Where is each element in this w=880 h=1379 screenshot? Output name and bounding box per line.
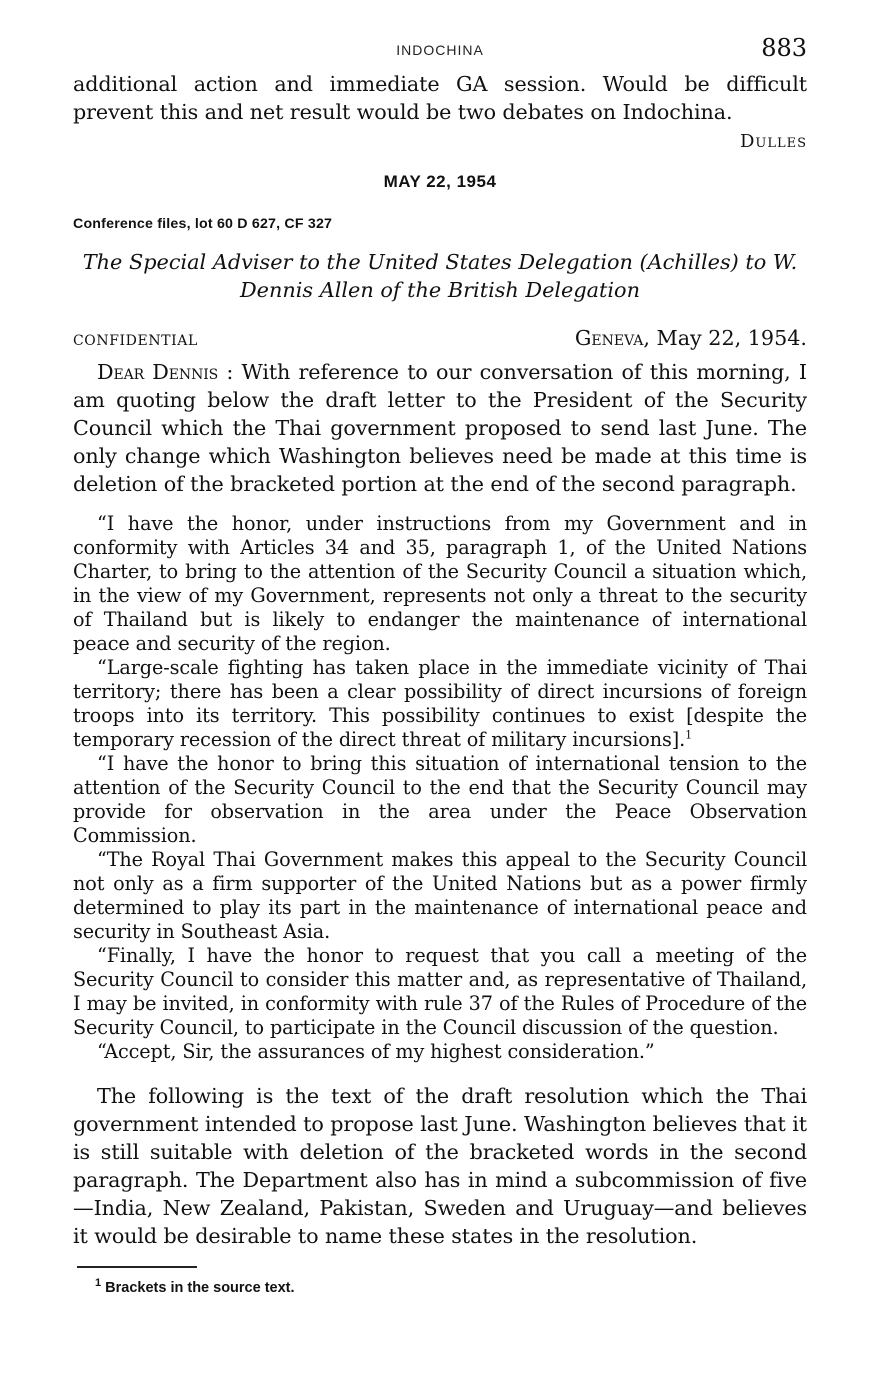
dateline-date: , May 22, 1954. [643, 326, 807, 350]
signature: Dulles [739, 131, 807, 152]
continuation-paragraph: additional action and immediate GA session. Would be difficult prevent this and net result would be two debates on Indochina. [73, 72, 807, 124]
running-header [73, 34, 807, 70]
quote-paragraph: “The Royal Thai Government makes this appeal to the Security Council not only as a firm supporter of the United Nations but as a power firmly determined to play its part in the maintenance of international peace and security in Southeast Asia. [73, 848, 807, 943]
quote-paragraph: “I have the honor, under instructions from my Government and in conformity with Articles 34 and 35, paragraph 1, of the United Nations Charter, to bring to the attention of the Security Council a situation which, in the view of my Government, represents not only a threat to the security of Thailand but is likely to endanger the maintenance of international peace and security of the region. [73, 512, 807, 655]
classification: CONFIDENTIAL [73, 333, 198, 349]
opening-text: : With reference to our conversation of this morning, I am quoting below the draft letter to the President of the Security Council which the Thai government proposed to send last June. The only change which Washington believes need be made at this time is deletion of the bracketed portion at the end of the second paragraph. [73, 360, 807, 496]
footnote-reference: 1 [685, 728, 693, 742]
document-title: The Special Adviser to the United States Delegation (Achilles) to W. Dennis Allen of the British Delegation [82, 250, 798, 302]
quote-paragraph: “Accept, Sir, the assurances of my highest consideration.” [97, 1040, 655, 1063]
date-heading: MAY 22, 1954 [383, 172, 497, 191]
source-note: Conference files, lot 60 D 627, CF 327 [73, 216, 333, 232]
quote-paragraph-text: “Large-scale fighting has taken place in the immediate vicinity of Thai territory; there has been a clear possibility of direct incursions of foreign troops into its territory. This possibility continues to exist [despite the temporary recession of the direct threat of military incursions]. [73, 656, 807, 751]
dateline [575, 326, 807, 350]
quote-paragraph: “I have the honor to bring this situation of international tension to the attention of the Security Council to the end that the Security Council may provide for observation in the area under the Peace Observation Commission. [73, 752, 807, 847]
quote-paragraph [73, 656, 807, 752]
footnote-marker: 1 [95, 1277, 102, 1290]
running-title: INDOCHINA [396, 42, 484, 58]
opening-paragraph [73, 358, 807, 498]
page-number: 883 [761, 34, 807, 62]
quote-paragraph: “Finally, I have the honor to request that you call a meeting of the Security Council to consider this matter and, as representative of Thailand, I may be invited, in conformity with rule 37 of the Rules of Procedure of the Security Council, to participate in the Council discussion of the question. [73, 944, 807, 1039]
meta-line [73, 326, 807, 350]
quoted-letter [73, 512, 807, 1064]
dateline-place: Geneva [574, 326, 644, 350]
closing-paragraph: The following is the text of the draft resolution which the Thai government intended to propose last June. Washington believes that it is still suitable with deletion of the bracketed words in the second paragraph. The Department also has in mind a subcommission of five—India, New Zealand, Pakistan, Sweden and Uruguay—and believes it would be desirable to name these states in the resolution. [73, 1084, 807, 1248]
footnote-divider [77, 1266, 197, 1268]
document-page [73, 34, 807, 1296]
salutation: Dear Dennis [97, 360, 219, 384]
footnote [95, 1277, 807, 1296]
footnote-text: Brackets in the source text. [101, 1280, 295, 1296]
